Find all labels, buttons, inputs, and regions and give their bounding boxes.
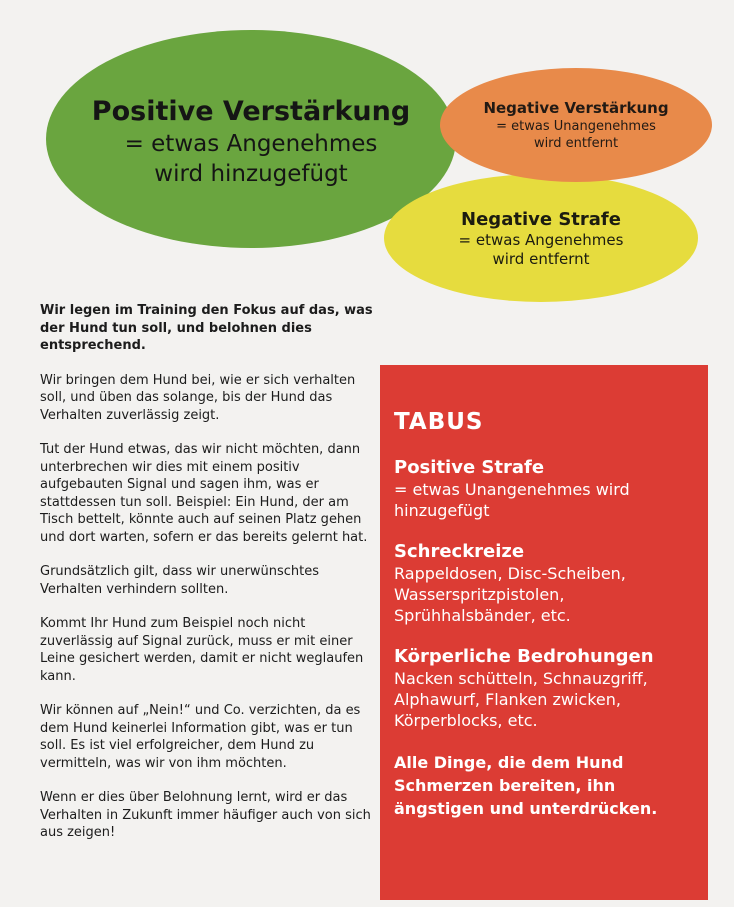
- tabus-heading-positive-punishment: Positive Strafe: [394, 457, 545, 478]
- negative-punishment-line1: = etwas Angenehmes: [458, 230, 624, 249]
- paragraph-interrupt: Tut der Hund etwas, das wir nicht möchten, dann unterbrechen wir dies mit einem positiv aufgebauten Signal und sagen ihm, was er stattdessen tun soll. Beispiel: Ein Hund, der am Tisch bettelt, könnte auch auf seinen Platz gehen und dort warten, sofern er das bereits gelernt hat.: [40, 442, 368, 545]
- body-text-column: [40, 302, 380, 859]
- lead-paragraph: Wir legen im Training den Fokus auf das, was der Hund tun soll, und belohnen dies entsprechend.: [40, 303, 373, 353]
- tabus-heading-startle-stimuli: Schreckreize: [394, 541, 525, 562]
- positive-reinforcement-title: Positive Verstärkung: [91, 96, 411, 127]
- tabus-heading-physical-threats: Körperliche Bedrohungen: [394, 646, 654, 667]
- positive-reinforcement-line2: wird hinzugefügt: [154, 161, 348, 187]
- paragraph-leash: Kommt Ihr Hund zum Beispiel noch nicht zuverlässig auf Signal zurück, muss er mit einer Leine gesichert werden, damit er nicht weglaufen kann.: [40, 616, 364, 684]
- paragraph-principle: Grundsätzlich gilt, dass wir unerwünschtes Verhalten verhindern sollten.: [40, 564, 319, 597]
- negative-reinforcement-title: Negative Verstärkung: [483, 98, 669, 117]
- negative-punishment-bubble: [384, 174, 698, 302]
- tabus-title: TABUS: [394, 409, 484, 435]
- paragraph-reward: Wenn er dies über Belohnung lernt, wird er das Verhalten in Zukunft immer häufiger auch von sich aus zeigen!: [40, 790, 371, 840]
- tabus-text-startle-stimuli: Rappeldosen, Disc-Scheiben, Wasserspritzpistolen, Sprühhalsbänder, etc.: [394, 564, 626, 625]
- paragraph-train-behavior: Wir bringen dem Hund bei, wie er sich verhalten soll, und üben das solange, bis der Hund das Verhalten zuverlässig zeigt.: [40, 372, 356, 423]
- tabus-closing-statement: Alle Dinge, die dem Hund Schmerzen bereiten, ihn ängstigen und unterdrücken.: [394, 753, 658, 818]
- negative-reinforcement-line1: = etwas Unangenehmes: [496, 118, 656, 134]
- tabus-text-physical-threats: Nacken schütteln, Schnauzgriff, Alphawurf, Flanken zwicken, Körperblocks, etc.: [394, 669, 648, 730]
- positive-reinforcement-line1: = etwas Angenehmes: [124, 131, 378, 157]
- negative-reinforcement-bubble: [440, 68, 712, 182]
- negative-punishment-line2: wird entfernt: [492, 249, 590, 268]
- paragraph-no-command: Wir können auf „Nein!“ und Co. verzichten, da es dem Hund keinerlei Information gibt, was er tun soll. Es ist viel erfolgreicher, dem Hund zu vermitteln, was wir von ihm möchten.: [40, 703, 361, 771]
- tabus-box: [380, 365, 708, 900]
- negative-reinforcement-line2: wird entfernt: [533, 135, 619, 151]
- tabus-text-positive-punishment: = etwas Unangenehmes wird hinzugefügt: [394, 480, 630, 520]
- negative-punishment-title: Negative Strafe: [461, 208, 621, 230]
